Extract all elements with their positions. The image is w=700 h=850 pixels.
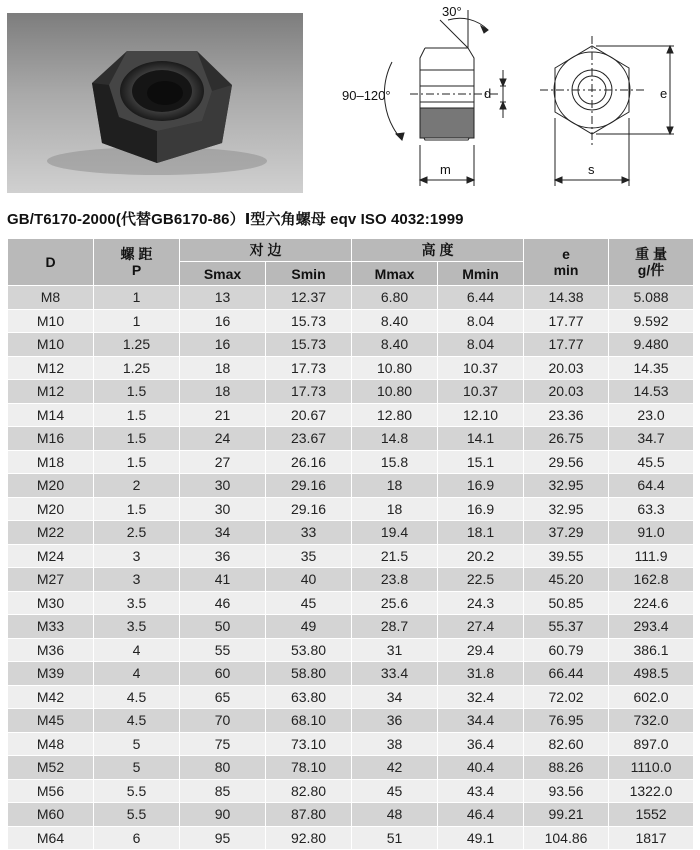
cell-e: 76.95 [524, 709, 609, 733]
header-e-label: e [562, 246, 570, 262]
cell-mmin: 40.4 [438, 756, 524, 780]
cell-mmin: 46.4 [438, 803, 524, 827]
cell-mmin: 10.37 [438, 380, 524, 404]
cell-d: M8 [8, 286, 94, 310]
cell-smax: 80 [180, 756, 266, 780]
cell-mmin: 8.04 [438, 309, 524, 333]
header-pitch [94, 239, 180, 286]
cell-smin: 33 [266, 521, 352, 545]
cell-smin: 45 [266, 591, 352, 615]
cell-d: M20 [8, 497, 94, 521]
table-row [8, 591, 694, 615]
cell-smin: 35 [266, 544, 352, 568]
table-row [8, 638, 694, 662]
cell-weight: 897.0 [609, 732, 694, 756]
cell-mmax: 8.40 [352, 309, 438, 333]
cell-mmin: 16.9 [438, 497, 524, 521]
cell-smin: 63.80 [266, 685, 352, 709]
cell-pitch: 5.5 [94, 779, 180, 803]
cell-smax: 27 [180, 450, 266, 474]
cell-mmax: 45 [352, 779, 438, 803]
dimension-e-label: e [660, 86, 668, 101]
cell-weight: 14.53 [609, 380, 694, 404]
angle-30-label: 30° [442, 4, 462, 19]
cell-e: 17.77 [524, 333, 609, 357]
cell-e: 45.20 [524, 568, 609, 592]
cell-smin: 87.80 [266, 803, 352, 827]
table-row [8, 521, 694, 545]
cell-smax: 65 [180, 685, 266, 709]
cell-e: 99.21 [524, 803, 609, 827]
cell-mmin: 14.1 [438, 427, 524, 451]
cell-mmax: 18 [352, 497, 438, 521]
header-pitch-label: 螺 距 [120, 246, 153, 262]
header-weight-label: 重 量 [635, 246, 667, 262]
table-row [8, 286, 694, 310]
cell-d: M39 [8, 662, 94, 686]
cell-mmin: 34.4 [438, 709, 524, 733]
cell-mmin: 49.1 [438, 826, 524, 850]
cell-d: M64 [8, 826, 94, 850]
cell-smax: 18 [180, 356, 266, 380]
cell-mmax: 33.4 [352, 662, 438, 686]
hex-nut-photo [7, 13, 303, 193]
cell-e: 23.36 [524, 403, 609, 427]
cell-mmax: 18 [352, 474, 438, 498]
table-row [8, 803, 694, 827]
cell-smax: 70 [180, 709, 266, 733]
cell-smax: 55 [180, 638, 266, 662]
header-pitch-sub: P [131, 262, 142, 278]
hex-nut-image [7, 13, 303, 193]
header-e [524, 239, 609, 286]
cell-d: M33 [8, 615, 94, 639]
cell-mmax: 10.80 [352, 380, 438, 404]
cell-smin: 15.73 [266, 333, 352, 357]
cell-smin: 40 [266, 568, 352, 592]
cell-mmax: 42 [352, 756, 438, 780]
cell-d: M36 [8, 638, 94, 662]
cell-pitch: 5 [94, 756, 180, 780]
cell-mmin: 24.3 [438, 591, 524, 615]
cell-pitch: 5 [94, 732, 180, 756]
cell-smax: 30 [180, 497, 266, 521]
cell-e: 104.86 [524, 826, 609, 850]
cell-d: M24 [8, 544, 94, 568]
cell-smax: 36 [180, 544, 266, 568]
cell-d: M20 [8, 474, 94, 498]
cell-pitch: 1 [94, 286, 180, 310]
cell-weight: 23.0 [609, 403, 694, 427]
cell-pitch: 1.5 [94, 380, 180, 404]
cell-e: 88.26 [524, 756, 609, 780]
cell-mmin: 16.9 [438, 474, 524, 498]
header-weight-sub: g/件 [637, 262, 665, 278]
cell-smin: 17.73 [266, 356, 352, 380]
cell-mmin: 15.1 [438, 450, 524, 474]
cell-d: M56 [8, 779, 94, 803]
cell-weight: 1110.0 [609, 756, 694, 780]
header-d: D [8, 239, 94, 286]
cell-mmin: 8.04 [438, 333, 524, 357]
cell-smax: 50 [180, 615, 266, 639]
cell-pitch: 3.5 [94, 591, 180, 615]
table-row [8, 380, 694, 404]
cell-smax: 13 [180, 286, 266, 310]
cell-pitch: 3 [94, 568, 180, 592]
dimension-s-label: s [588, 162, 595, 177]
cell-mmax: 23.8 [352, 568, 438, 592]
cell-pitch: 4 [94, 638, 180, 662]
cell-mmax: 36 [352, 709, 438, 733]
cell-smin: 73.10 [266, 732, 352, 756]
cell-weight: 64.4 [609, 474, 694, 498]
table-row [8, 756, 694, 780]
table-row [8, 779, 694, 803]
cell-mmin: 27.4 [438, 615, 524, 639]
cell-e: 50.85 [524, 591, 609, 615]
cell-e: 32.95 [524, 497, 609, 521]
table-header-row [8, 239, 694, 262]
cell-weight: 224.6 [609, 591, 694, 615]
cell-mmax: 14.8 [352, 427, 438, 451]
table-row [8, 709, 694, 733]
dimension-diagram [330, 0, 700, 200]
cell-smin: 78.10 [266, 756, 352, 780]
cell-mmax: 51 [352, 826, 438, 850]
cell-smin: 53.80 [266, 638, 352, 662]
cell-d: M10 [8, 333, 94, 357]
cell-pitch: 1 [94, 309, 180, 333]
cell-weight: 91.0 [609, 521, 694, 545]
cell-pitch: 4.5 [94, 709, 180, 733]
cell-weight: 732.0 [609, 709, 694, 733]
cell-d: M12 [8, 380, 94, 404]
cell-weight: 1817 [609, 826, 694, 850]
cell-mmin: 22.5 [438, 568, 524, 592]
cell-d: M22 [8, 521, 94, 545]
cell-smax: 90 [180, 803, 266, 827]
cell-mmin: 10.37 [438, 356, 524, 380]
cell-pitch: 4 [94, 662, 180, 686]
cell-d: M30 [8, 591, 94, 615]
cell-weight: 14.35 [609, 356, 694, 380]
cell-e: 93.56 [524, 779, 609, 803]
cell-d: M16 [8, 427, 94, 451]
standard-title: GB/T6170-2000(代替GB6170-86）Ⅰ型六角螺母 eqv ISO 4032:1999 [7, 211, 464, 228]
cell-pitch: 2 [94, 474, 180, 498]
table-row [8, 685, 694, 709]
cell-mmin: 32.4 [438, 685, 524, 709]
cell-smax: 46 [180, 591, 266, 615]
cell-smin: 20.67 [266, 403, 352, 427]
cell-smax: 24 [180, 427, 266, 451]
cell-smin: 17.73 [266, 380, 352, 404]
cell-d: M45 [8, 709, 94, 733]
table-row [8, 309, 694, 333]
cell-smin: 29.16 [266, 497, 352, 521]
cell-e: 26.75 [524, 427, 609, 451]
table-row [8, 474, 694, 498]
cell-e: 32.95 [524, 474, 609, 498]
cell-weight: 9.480 [609, 333, 694, 357]
cell-pitch: 1.5 [94, 450, 180, 474]
cell-mmax: 10.80 [352, 356, 438, 380]
cell-mmin: 12.10 [438, 403, 524, 427]
cell-d: M52 [8, 756, 94, 780]
header-smin: Smin [266, 262, 352, 286]
cell-weight: 5.088 [609, 286, 694, 310]
cell-d: M14 [8, 403, 94, 427]
cell-smin: 58.80 [266, 662, 352, 686]
cell-e: 39.55 [524, 544, 609, 568]
cell-mmax: 38 [352, 732, 438, 756]
cell-e: 20.03 [524, 356, 609, 380]
cell-weight: 386.1 [609, 638, 694, 662]
cell-pitch: 1.5 [94, 403, 180, 427]
cell-mmax: 28.7 [352, 615, 438, 639]
cell-d: M18 [8, 450, 94, 474]
table-row [8, 333, 694, 357]
cell-pitch: 4.5 [94, 685, 180, 709]
cell-smin: 15.73 [266, 309, 352, 333]
cell-smax: 75 [180, 732, 266, 756]
cell-d: M48 [8, 732, 94, 756]
cell-mmax: 8.40 [352, 333, 438, 357]
table-row [8, 427, 694, 451]
cell-pitch: 6 [94, 826, 180, 850]
cell-smax: 16 [180, 309, 266, 333]
cell-smin: 29.16 [266, 474, 352, 498]
cell-smax: 16 [180, 333, 266, 357]
cell-weight: 1552 [609, 803, 694, 827]
cell-e: 20.03 [524, 380, 609, 404]
cell-mmin: 31.8 [438, 662, 524, 686]
table-row [8, 403, 694, 427]
table-row [8, 662, 694, 686]
cell-smax: 34 [180, 521, 266, 545]
cell-weight: 162.8 [609, 568, 694, 592]
cell-d: M10 [8, 309, 94, 333]
cell-weight: 34.7 [609, 427, 694, 451]
cell-mmax: 25.6 [352, 591, 438, 615]
cell-weight: 602.0 [609, 685, 694, 709]
header-mmin: Mmin [438, 262, 524, 286]
header-mmax: Mmax [352, 262, 438, 286]
header-width-across-flats: 对 边 [180, 239, 352, 262]
cell-weight: 45.5 [609, 450, 694, 474]
cell-mmin: 29.4 [438, 638, 524, 662]
header-height: 高 度 [352, 239, 524, 262]
cell-smax: 41 [180, 568, 266, 592]
cell-smax: 95 [180, 826, 266, 850]
cell-weight: 9.592 [609, 309, 694, 333]
cell-d: M27 [8, 568, 94, 592]
cell-mmax: 21.5 [352, 544, 438, 568]
angle-90-120-label: 90–120° [342, 88, 391, 103]
cell-pitch: 3.5 [94, 615, 180, 639]
cell-pitch: 3 [94, 544, 180, 568]
hex-nut-spec-table [7, 238, 694, 850]
cell-d: M42 [8, 685, 94, 709]
cell-weight: 1322.0 [609, 779, 694, 803]
cell-d: M60 [8, 803, 94, 827]
cell-pitch: 1.25 [94, 333, 180, 357]
cell-mmax: 31 [352, 638, 438, 662]
cell-pitch: 2.5 [94, 521, 180, 545]
cell-smax: 18 [180, 380, 266, 404]
header-weight [609, 239, 694, 286]
cell-smin: 68.10 [266, 709, 352, 733]
cell-weight: 498.5 [609, 662, 694, 686]
cell-mmax: 34 [352, 685, 438, 709]
cell-smax: 85 [180, 779, 266, 803]
cell-mmin: 18.1 [438, 521, 524, 545]
table-row [8, 732, 694, 756]
cell-mmax: 12.80 [352, 403, 438, 427]
cell-mmax: 19.4 [352, 521, 438, 545]
cell-weight: 293.4 [609, 615, 694, 639]
cell-smin: 49 [266, 615, 352, 639]
cell-e: 14.38 [524, 286, 609, 310]
cell-smin: 26.16 [266, 450, 352, 474]
cell-pitch: 1.5 [94, 427, 180, 451]
cell-pitch: 5.5 [94, 803, 180, 827]
cell-mmin: 6.44 [438, 286, 524, 310]
cell-smin: 23.67 [266, 427, 352, 451]
cell-weight: 63.3 [609, 497, 694, 521]
cell-weight: 111.9 [609, 544, 694, 568]
cell-d: M12 [8, 356, 94, 380]
cell-smin: 92.80 [266, 826, 352, 850]
cell-smin: 12.37 [266, 286, 352, 310]
cell-mmin: 43.4 [438, 779, 524, 803]
header-e-sub: min [553, 262, 579, 278]
cell-e: 55.37 [524, 615, 609, 639]
cell-smax: 30 [180, 474, 266, 498]
table-row [8, 544, 694, 568]
cell-smax: 60 [180, 662, 266, 686]
cell-mmax: 6.80 [352, 286, 438, 310]
cell-mmax: 15.8 [352, 450, 438, 474]
cell-e: 72.02 [524, 685, 609, 709]
cell-smin: 82.80 [266, 779, 352, 803]
table-row [8, 615, 694, 639]
cell-e: 29.56 [524, 450, 609, 474]
hex-nut-technical-drawing [330, 0, 700, 200]
cell-mmin: 20.2 [438, 544, 524, 568]
cell-e: 66.44 [524, 662, 609, 686]
cell-e: 60.79 [524, 638, 609, 662]
table-row [8, 568, 694, 592]
cell-e: 17.77 [524, 309, 609, 333]
cell-e: 82.60 [524, 732, 609, 756]
table-row [8, 356, 694, 380]
cell-mmin: 36.4 [438, 732, 524, 756]
cell-pitch: 1.25 [94, 356, 180, 380]
header-smax: Smax [180, 262, 266, 286]
dimension-m-label: m [440, 162, 451, 177]
table-row [8, 497, 694, 521]
cell-mmax: 48 [352, 803, 438, 827]
table-row [8, 826, 694, 850]
table-body [8, 286, 694, 850]
table-row [8, 450, 694, 474]
cell-pitch: 1.5 [94, 497, 180, 521]
cell-smax: 21 [180, 403, 266, 427]
cell-e: 37.29 [524, 521, 609, 545]
dimension-d-label: d [484, 86, 492, 101]
